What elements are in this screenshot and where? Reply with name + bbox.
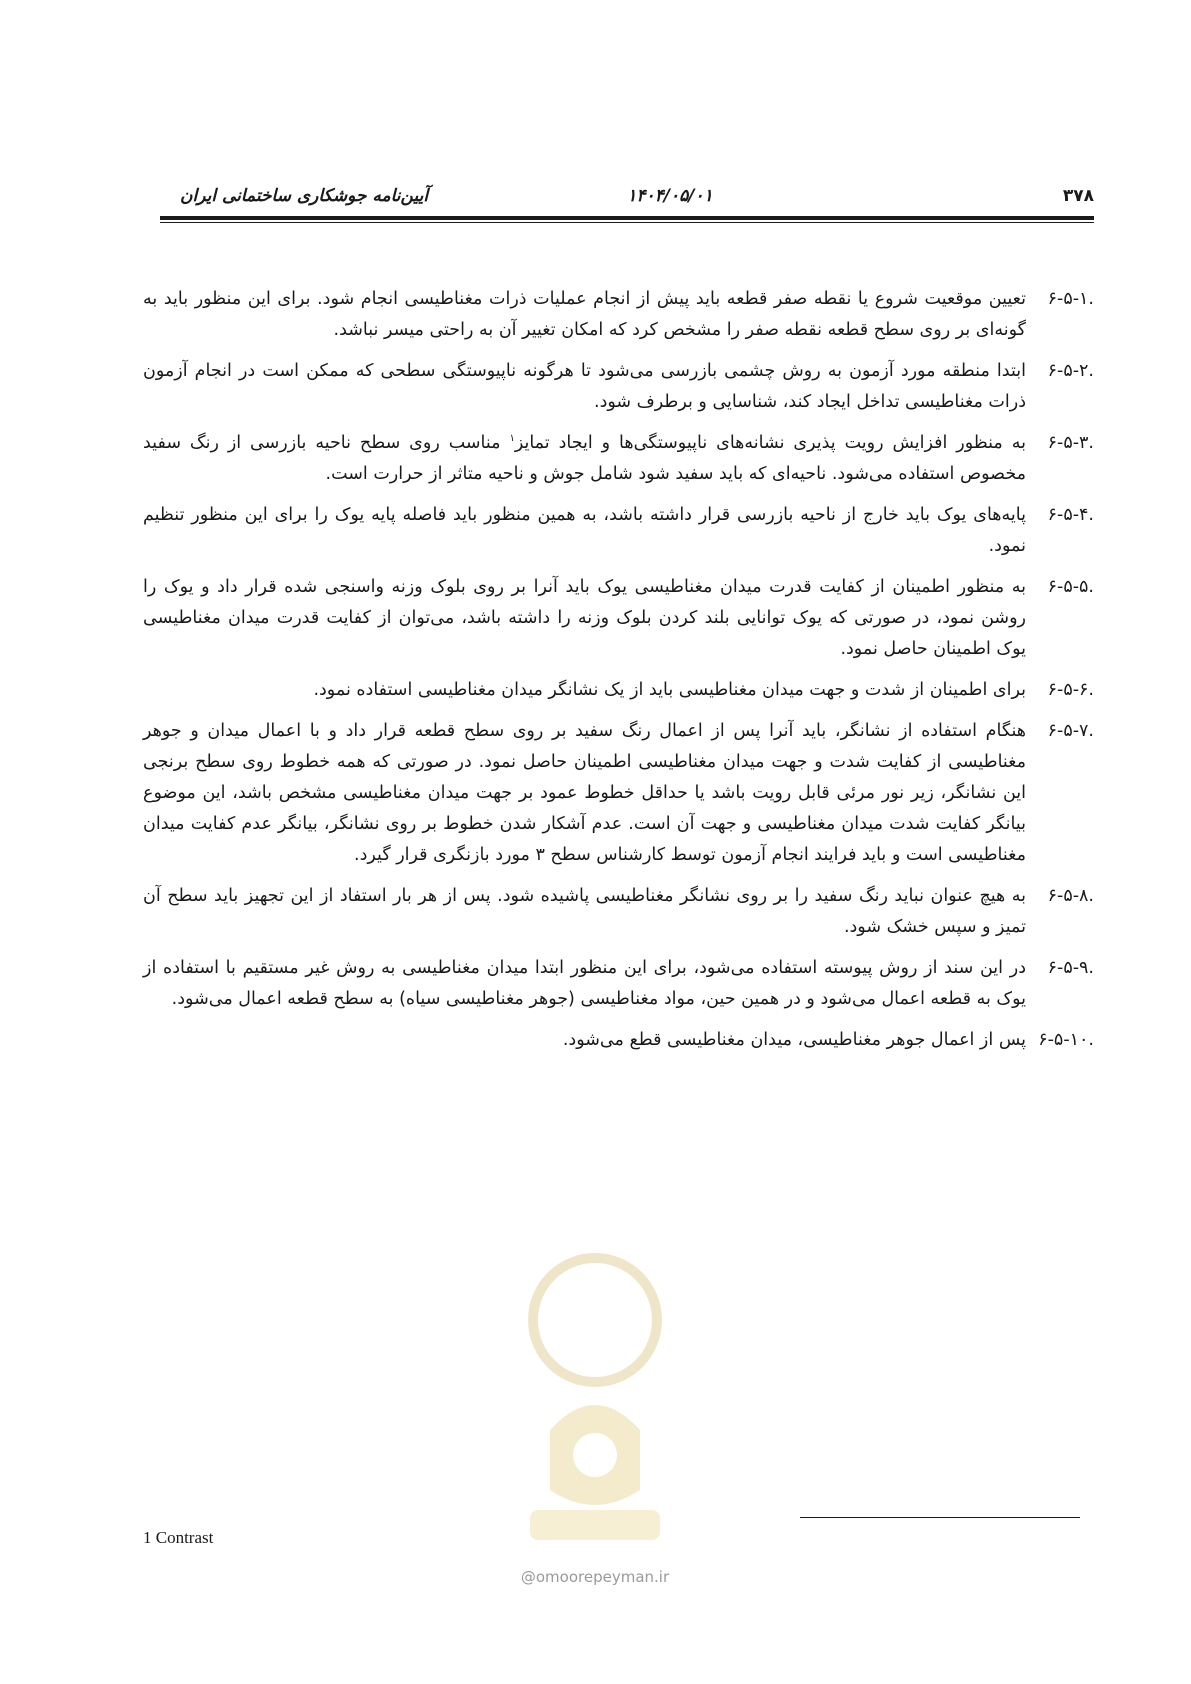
header-rule-thick bbox=[160, 216, 1094, 220]
item-number: ۶-۵-۹. bbox=[1047, 958, 1094, 978]
watermark-logo bbox=[490, 1240, 700, 1570]
item-number: ۶-۵-۱. bbox=[1047, 289, 1094, 309]
list-item bbox=[143, 1025, 1094, 1056]
item-text: برای اطمینان از شدت و جهت میدان مغناطیسی باید از یک نشانگر میدان مغناطیسی استفاده نمود. bbox=[313, 680, 1026, 700]
list-item bbox=[143, 428, 1094, 490]
list-item bbox=[143, 881, 1094, 943]
header-rule-thin bbox=[160, 222, 1094, 223]
item-text: ابتدا منطقه مورد آزمون به روش چشمی بازرسی می‌شود تا هرگونه ناپیوستگی سطحی که ممکن است در انجام آزمون ذرات مغناطیسی تداخل ایجاد کند، شناسایی و برطرف شود. bbox=[143, 361, 1026, 412]
item-number: ۶-۵-۵. bbox=[1047, 577, 1094, 597]
item-number: ۶-۵-۳. bbox=[1047, 433, 1094, 453]
item-number: ۶-۵-۴. bbox=[1047, 505, 1094, 525]
item-number: ۶-۵-۷. bbox=[1047, 721, 1094, 741]
list-item bbox=[143, 953, 1094, 1015]
item-number: ۶-۵-۶. bbox=[1047, 680, 1094, 700]
item-number: ۶-۵-۲. bbox=[1047, 361, 1094, 381]
list-item bbox=[143, 500, 1094, 562]
item-text: پس از اعمال جوهر مغناطیسی، میدان مغناطیسی قطع می‌شود. bbox=[562, 1030, 1026, 1050]
page-header bbox=[160, 186, 1094, 212]
list-item bbox=[143, 572, 1094, 665]
list-item bbox=[143, 284, 1094, 346]
item-text: تعیین موقعیت شروع یا نقطه صفر قطعه باید پیش از انجام عملیات ذرات مغناطیسی انجام شود. برای این منظور باید به گونه‌ای بر روی سطح قطعه نقطه صفر را مشخص کرد که امکان تغییر آن به راحتی میسر نباشد. bbox=[143, 289, 1026, 340]
item-text: به هیچ عنوان نباید رنگ سفید را بر روی نشانگر مغناطیسی پاشیده شود. پس از هر بار استفاد از این تجهیز باید سطح آن تمیز و سپس خشک شود. bbox=[143, 886, 1026, 937]
book-title: آیین‌نامه جوشکاری ساختمانی ایران bbox=[180, 186, 429, 206]
list-item bbox=[143, 356, 1094, 418]
item-text: در این سند از روش پیوسته استفاده می‌شود، برای این منظور ابتدا میدان مغناطیسی به روش غیر مستقیم با استفاده از یوک به قطعه اعمال می‌شود و در همین حین، مواد مغناطیسی (جوهر مغناطیسی سیاه) به سطح قطعه اعمال می‌شود. bbox=[143, 958, 1026, 1009]
item-number: ۶-۵-۸. bbox=[1047, 886, 1094, 906]
footnote-text: Contrast bbox=[155, 1528, 214, 1547]
footnote-rule bbox=[800, 1517, 1080, 1518]
item-number: ۶-۵-۱۰. bbox=[1038, 1030, 1094, 1050]
item-text: هنگام استفاده از نشانگر، باید آنرا پس از اعمال رنگ سفید بر روی سطح قطعه قرار داد و با اعمال میدان و جوهر مغناطیسی از کفایت شدت و جهت میدان مغناطیسی اطمینان حاصل نمود. در صورتی که همه خطوط روی سطح برنجی این نشانگر، زیر نور مرئی قابل رویت باشد یا حداقل خطوط عمود بر جهت میدان مغناطیسی مشخص باشد، این موضوع بیانگر کفایت شدت میدان مغناطیسی و جهت آن است. عدم آشکار شدن خطوط بر روی نشانگر، بیانگر عدم کفایت میدان مغناطیسی است و باید فرایند انجام آزمون توسط کارشناس سطح ۳ مورد بازنگری قرار گیرد. bbox=[143, 721, 1026, 865]
watermark-text: @omoorepeyman.ir bbox=[520, 1568, 670, 1586]
item-text bbox=[143, 428, 1026, 490]
item-text-part: مناسب روی سطح ناحیه بازرسی از رنگ سفید مخصوص استفاده می‌شود. ناحیه‌ای که باید سفید شود شامل جوش و ناحیه متاثر از حرارت است. bbox=[143, 433, 1026, 484]
item-text: پایه‌های یوک باید خارج از ناحیه بازرسی قرار داشته باشد، به همین منظور باید فاصله پایه یوک را برای این منظور تنظیم نمود. bbox=[143, 505, 1026, 556]
footnote-reference: ۱ bbox=[509, 433, 515, 445]
page-number: ۳۷۸ bbox=[1062, 186, 1094, 206]
footnote bbox=[143, 1528, 213, 1548]
body-content bbox=[143, 284, 1094, 1066]
list-item bbox=[143, 716, 1094, 871]
list-item bbox=[143, 675, 1094, 706]
item-text: به منظور اطمینان از کفایت قدرت میدان مغناطیسی یوک باید آنرا بر روی بلوک وزنه واسنجی شده قرار داد و یوک را روشن نمود، در صورتی که یوک توانایی بلند کردن بلوک وزنه را داشته باشد، می‌توان از کفایت قدرت میدان مغناطیسی یوک اطمینان حاصل نمود. bbox=[143, 577, 1026, 659]
item-text-part: به منظور افزایش رویت پذیری نشانه‌های ناپیوستگی‌ها و ایجاد تمایز bbox=[514, 433, 1026, 453]
header-date: ۱۴۰۴/۰۵/۰۱ bbox=[627, 186, 713, 206]
footnote-number: 1 bbox=[143, 1528, 152, 1547]
